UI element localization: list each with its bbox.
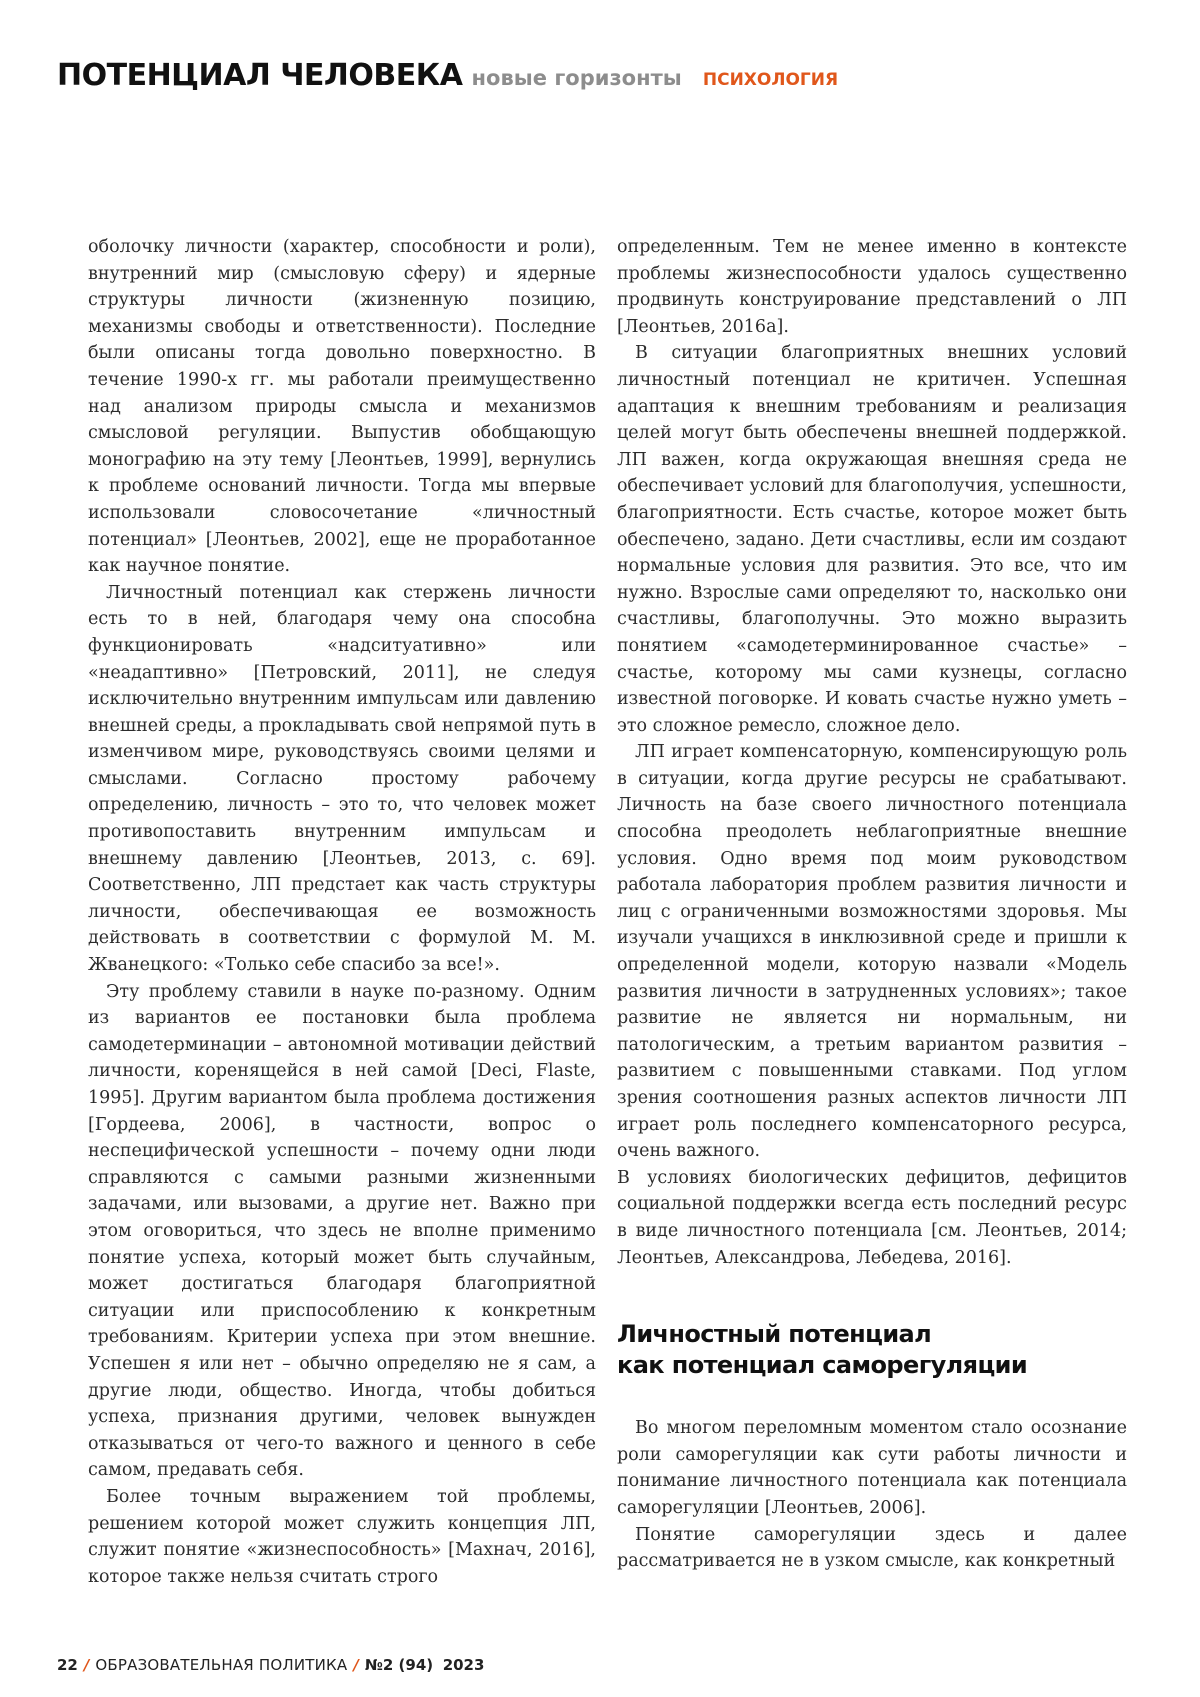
- slash-separator-icon: /: [84, 1656, 89, 1674]
- section-heading-line1: Личностный потенциал: [617, 1319, 1127, 1350]
- issue-year: 2023: [443, 1656, 485, 1674]
- paragraph: В условиях биологических дефицитов, дефицитов социальной поддержки всегда есть последний ресурс в виде личностного потенциала [см. Леонтьев, 2014; Леонтьев, Александрова, Лебедева, 2016].: [617, 1165, 1127, 1271]
- running-header: [57, 58, 838, 93]
- header-title: ПОТЕНЦИАЛ ЧЕЛОВЕКА: [57, 58, 462, 93]
- section-heading-line2: как потенциал саморегуляции: [617, 1350, 1127, 1381]
- right-column: [617, 234, 1127, 1575]
- paragraph: Более точным выражением той проблемы, решением которой может служить концепция ЛП, служит понятие «жизнеспособность» [Махнач, 2016], которое также нельзя считать строго: [88, 1484, 596, 1590]
- header-subtitle: новые горизонты: [472, 66, 682, 90]
- paragraph: В ситуации благоприятных внешних условий личностный потенциал не критичен. Успешная адаптация к внешним требованиям и реализация целей могут быть обеспечены внешней поддержкой. ЛП важен, когда окружающая внешняя среда не обеспечивает условий для благополучия, успешности, благоприятности. Есть счастье, которое может быть обеспечено, задано. Дети счастливы, если им создают нормальные условия для развития. Это все, что им нужно. Взрослые сами определяют то, насколько они счастливы, благополучны. Это можно выразить понятием «самодетерминированное счастье» – счастье, которому мы сами кузнецы, согласно известной поговорке. И ковать счастье нужно уметь – это сложное ремесло, сложное дело.: [617, 340, 1127, 739]
- slash-separator-icon: /: [353, 1656, 358, 1674]
- paragraph: ЛП играет компенсаторную, компенсирующую роль в ситуации, когда другие ресурсы не срабатывают. Личность на базе своего личностного потенциала способна преодолеть неблагоприятные внешние условия. Одно время под моим руководством работала лаборатория проблем развития личности и лиц с ограниченными возможностями здоровья. Мы изучали учащихся в инклюзивной среде и пришли к определенной модели, которую назвали «Модель развития личности в затрудненных условиях»; такое развитие не является ни нормальным, ни патологическим, а третьим вариантом развития – развитием с повышенными ставками. Под углом зрения соотношения разных аспектов личности ЛП играет роль последнего компенсаторного ресурса, очень важного.: [617, 739, 1127, 1165]
- paragraph: определенным. Тем не менее именно в контексте проблемы жизнеспособности удалось существенно продвинуть конструирование представлений о ЛП [Леонтьев, 2016а].: [617, 234, 1127, 340]
- paragraph: оболочку личности (характер, способности и роли), внутренний мир (смысловую сферу) и ядерные структуры личности (жизненную позицию, механизмы свободы и ответственности). Последние были описаны тогда довольно поверхностно. В течение 1990-х гг. мы работали преимущественно над анализом природы смысла и механизмов смысловой регуляции. Выпустив обобщающую монографию на эту тему [Леонтьев, 1999], вернулись к проблеме оснований личности. Тогда мы впервые использовали словосочетание «личностный потенциал» [Леонтьев, 2002], еще не проработанное как научное понятие.: [88, 234, 596, 580]
- left-column: [88, 234, 596, 1590]
- paragraph: Личностный потенциал как стержень личности есть то в ней, благодаря чему она способна функционировать «надситуативно» или «неадаптивно» [Петровский, 2011], не следуя исключительно внутренним импульсам или давлению внешней среды, а прокладывать свой непрямой путь в изменчивом мире, руководствуясь своими целями и смыслами. Согласно простому рабочему определению, личность – это то, что человек может противопоставить внутренним импульсам и внешнему давлению [Леонтьев, 2013, с. 69]. Соответственно, ЛП предстает как часть структуры личности, обеспечивающая ее возможность действовать в соответствии с формулой М. М. Жванецкого: «Только себе спасибо за все!».: [88, 580, 596, 979]
- section-heading: [617, 1319, 1127, 1381]
- header-category: ПСИХОЛОГИЯ: [703, 70, 838, 90]
- paragraph: Понятие саморегуляции здесь и далее рассматривается не в узком смысле, как конкретный: [617, 1522, 1127, 1575]
- paragraph: Во многом переломным моментом стало осознание роли саморегуляции как сути работы личности и понимание личностного потенциала как потенциала саморегуляции [Леонтьев, 2006].: [617, 1415, 1127, 1521]
- paragraph: Эту проблему ставили в науке по-разному. Одним из вариантов ее постановки была проблема самодетерминации – автономной мотивации действий личности, коренящейся в ней самой [Deci, Flaste, 1995]. Другим вариантом была проблема достижения [Гордеева, 2006], в частности, вопрос о неспецифической успешности – почему одни люди справляются с самыми разными жизненными задачами, или вызовами, а другие нет. Важно при этом оговориться, что здесь не вполне применимо понятие успеха, который может быть случайным, может достигаться благодаря благоприятной ситуации или приспособлению к конкретным требованиям. Критерии успеха при этом внешние. Успешен я или нет – обычно определяю не я сам, а другие люди, общество. Иногда, чтобы добиться успеха, признания другими, человек вынужден отказываться от чего-то важного и ценного в себе самом, предавать себя.: [88, 979, 596, 1484]
- issue-number: №2 (94): [365, 1656, 433, 1674]
- journal-name: ОБРАЗОВАТЕЛЬНАЯ ПОЛИТИКА: [95, 1656, 347, 1674]
- page-footer: [57, 1656, 484, 1674]
- page-number: 22: [57, 1656, 78, 1674]
